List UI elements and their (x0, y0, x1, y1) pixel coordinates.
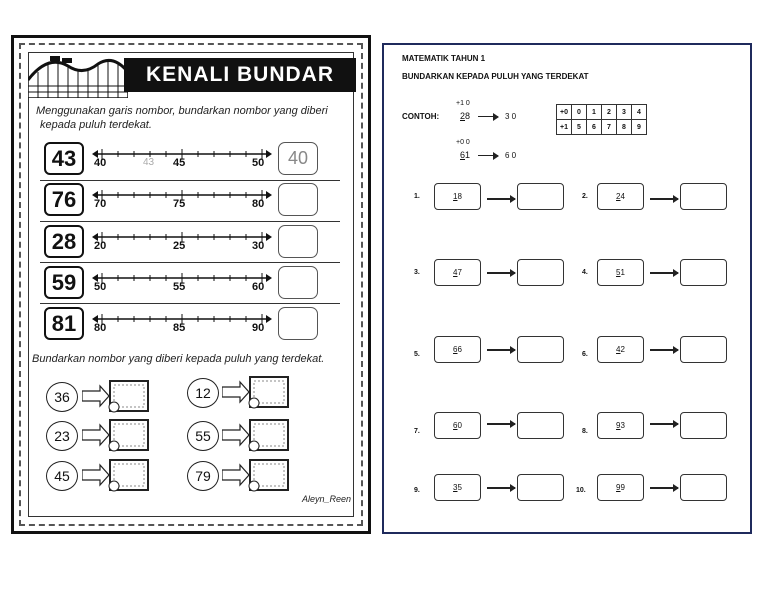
answer-box[interactable] (278, 307, 318, 340)
tens-digit: 6 (453, 345, 458, 354)
question-number: 8. (582, 428, 588, 435)
number-box: 76 (44, 183, 84, 216)
question-box (597, 336, 644, 363)
tick-end: 90 (252, 322, 265, 334)
instruction-line-1: Menggunakan garis nombor, bundarkan nombor yang diberi (36, 105, 328, 117)
divider (40, 303, 340, 304)
divider (40, 180, 340, 181)
question-box (434, 259, 481, 286)
number-line-row (44, 225, 336, 260)
number-circle: 45 (46, 461, 78, 491)
table-cell: 9 (632, 120, 647, 135)
question-number: 9. (414, 487, 420, 494)
number-box: 81 (44, 307, 84, 340)
ones-digit: 9 (620, 483, 625, 492)
subject-header: MATEMATIK TAHUN 1 (402, 54, 486, 63)
tens-digit: 3 (453, 483, 458, 492)
answer-box[interactable] (278, 266, 318, 299)
table-row (557, 105, 647, 120)
ones-digit: 1 (620, 268, 625, 277)
tens-digit: 9 (616, 483, 621, 492)
tick-mid: 85 (173, 322, 186, 334)
tens-digit: 2 (616, 192, 621, 201)
tick-mid: 25 (173, 240, 186, 252)
arrow-icon (650, 423, 678, 425)
number-circle: 79 (187, 461, 219, 491)
number-box: 43 (44, 142, 84, 175)
tick-start: 50 (94, 281, 107, 293)
tick-end: 30 (252, 240, 265, 252)
number-box: 59 (44, 266, 84, 299)
divider (40, 262, 340, 263)
number-circle: 23 (46, 421, 78, 451)
answer-box[interactable]: 40 (278, 142, 318, 175)
table-cell: 7 (602, 120, 617, 135)
example-number (460, 111, 470, 121)
question-number: 2. (582, 193, 588, 200)
answer-box[interactable] (517, 474, 564, 501)
example-ones-digit: 1 (465, 150, 471, 160)
tick-mid: 75 (173, 198, 186, 210)
arrow-icon (487, 198, 515, 200)
example-tens-digit: 6 (460, 150, 466, 160)
question-box (597, 474, 644, 501)
question-box (434, 474, 481, 501)
tens-digit: 6 (453, 421, 458, 430)
ones-digit: 0 (457, 421, 462, 430)
ones-digit: 2 (620, 345, 625, 354)
rollercoaster-icon (28, 52, 128, 98)
answer-box[interactable] (680, 412, 727, 439)
answer-box[interactable] (517, 259, 564, 286)
number-line-row (44, 142, 336, 177)
question-box (597, 412, 644, 439)
arrow-answer-box (82, 418, 150, 452)
tick-start: 20 (94, 240, 107, 252)
tick-mid: 45 (173, 157, 186, 169)
ones-digit: 7 (457, 268, 462, 277)
arrow-icon (487, 349, 515, 351)
example-ones-digit: 8 (465, 111, 471, 121)
table-cell: 8 (617, 120, 632, 135)
question-number: 1. (414, 193, 420, 200)
table-cell: 0 (572, 105, 587, 120)
tick-end: 80 (252, 198, 265, 210)
example-adjust: +0 0 (456, 139, 470, 146)
task-header: BUNDARKAN KEPADA PULUH YANG TERDEKAT (402, 72, 589, 81)
tick-start: 80 (94, 322, 107, 334)
answer-box[interactable] (680, 336, 727, 363)
arrow-icon (478, 116, 498, 117)
answer-box[interactable] (278, 225, 318, 258)
arrow-answer-box (222, 458, 290, 492)
tens-digit: 1 (453, 192, 458, 201)
arrow-icon (650, 487, 678, 489)
question-box (597, 183, 644, 210)
number-box: 28 (44, 225, 84, 258)
reference-table (556, 104, 647, 135)
arrow-icon (650, 198, 678, 200)
answer-box[interactable] (278, 183, 318, 216)
table-cell: 4 (632, 105, 647, 120)
example-result: 3 0 (505, 112, 517, 121)
arrow-icon (650, 349, 678, 351)
arrow-icon (487, 423, 515, 425)
table-cell: 1 (587, 105, 602, 120)
tick-end: 50 (252, 157, 265, 169)
table-row (557, 120, 647, 135)
ones-digit: 8 (457, 192, 462, 201)
tens-digit: 4 (616, 345, 621, 354)
question-number: 4. (582, 269, 588, 276)
answer-box[interactable] (680, 183, 727, 210)
example-label: CONTOH: (402, 112, 440, 121)
right-worksheet (382, 43, 752, 534)
table-cell: 2 (602, 105, 617, 120)
answer-box[interactable] (517, 183, 564, 210)
question-number: 7. (414, 428, 420, 435)
answer-box[interactable] (517, 336, 564, 363)
left-worksheet (11, 35, 371, 534)
example-tens-digit: 2 (460, 111, 466, 121)
example-result: 6 0 (505, 151, 517, 160)
instruction-2: Bundarkan nombor yang diberi kepada puluh yang terdekat. (32, 353, 325, 365)
question-number: 5. (414, 351, 420, 358)
arrow-icon (487, 272, 515, 274)
table-cell: 6 (587, 120, 602, 135)
arrow-answer-box (222, 418, 290, 452)
title-banner (28, 52, 354, 98)
tick-start: 70 (94, 198, 107, 210)
tens-digit: 4 (453, 268, 458, 277)
tick-marked: 43 (143, 157, 155, 168)
table-cell: +1 (557, 120, 572, 135)
number-circle: 55 (187, 421, 219, 451)
worksheet-title: KENALI BUNDAR (124, 58, 356, 92)
example-adjust: +1 0 (456, 100, 470, 107)
tick-start: 40 (94, 157, 107, 169)
number-line-row (44, 183, 336, 218)
arrow-icon (478, 155, 498, 156)
tens-digit: 9 (616, 421, 621, 430)
answer-box[interactable] (680, 259, 727, 286)
question-number: 6. (582, 351, 588, 358)
ones-digit: 6 (457, 345, 462, 354)
question-number: 10. (576, 487, 586, 494)
table-cell: 5 (572, 120, 587, 135)
ones-digit: 4 (620, 192, 625, 201)
question-box (597, 259, 644, 286)
number-line-row (44, 307, 336, 342)
table-cell: 3 (617, 105, 632, 120)
answer-box[interactable] (517, 412, 564, 439)
arrow-icon (650, 272, 678, 274)
instruction-line-2: kepada puluh terdekat. (40, 119, 152, 131)
question-box (434, 336, 481, 363)
ones-digit: 5 (457, 483, 462, 492)
example-number (460, 150, 470, 160)
arrow-icon (487, 487, 515, 489)
question-number: 3. (414, 269, 420, 276)
tick-mid: 55 (173, 281, 186, 293)
ones-digit: 3 (620, 421, 625, 430)
tick-end: 60 (252, 281, 265, 293)
arrow-answer-box (82, 458, 150, 492)
number-circle: 12 (187, 378, 219, 408)
divider (40, 221, 340, 222)
question-box (434, 412, 481, 439)
arrow-answer-box (82, 379, 150, 413)
number-circle: 36 (46, 382, 78, 412)
arrow-answer-box (222, 375, 290, 409)
answer-box[interactable] (680, 474, 727, 501)
table-cell: +0 (557, 105, 572, 120)
question-box (434, 183, 481, 210)
signature: Aleyn_Reen (302, 494, 352, 504)
tens-digit: 5 (616, 268, 621, 277)
number-line-row (44, 266, 336, 301)
